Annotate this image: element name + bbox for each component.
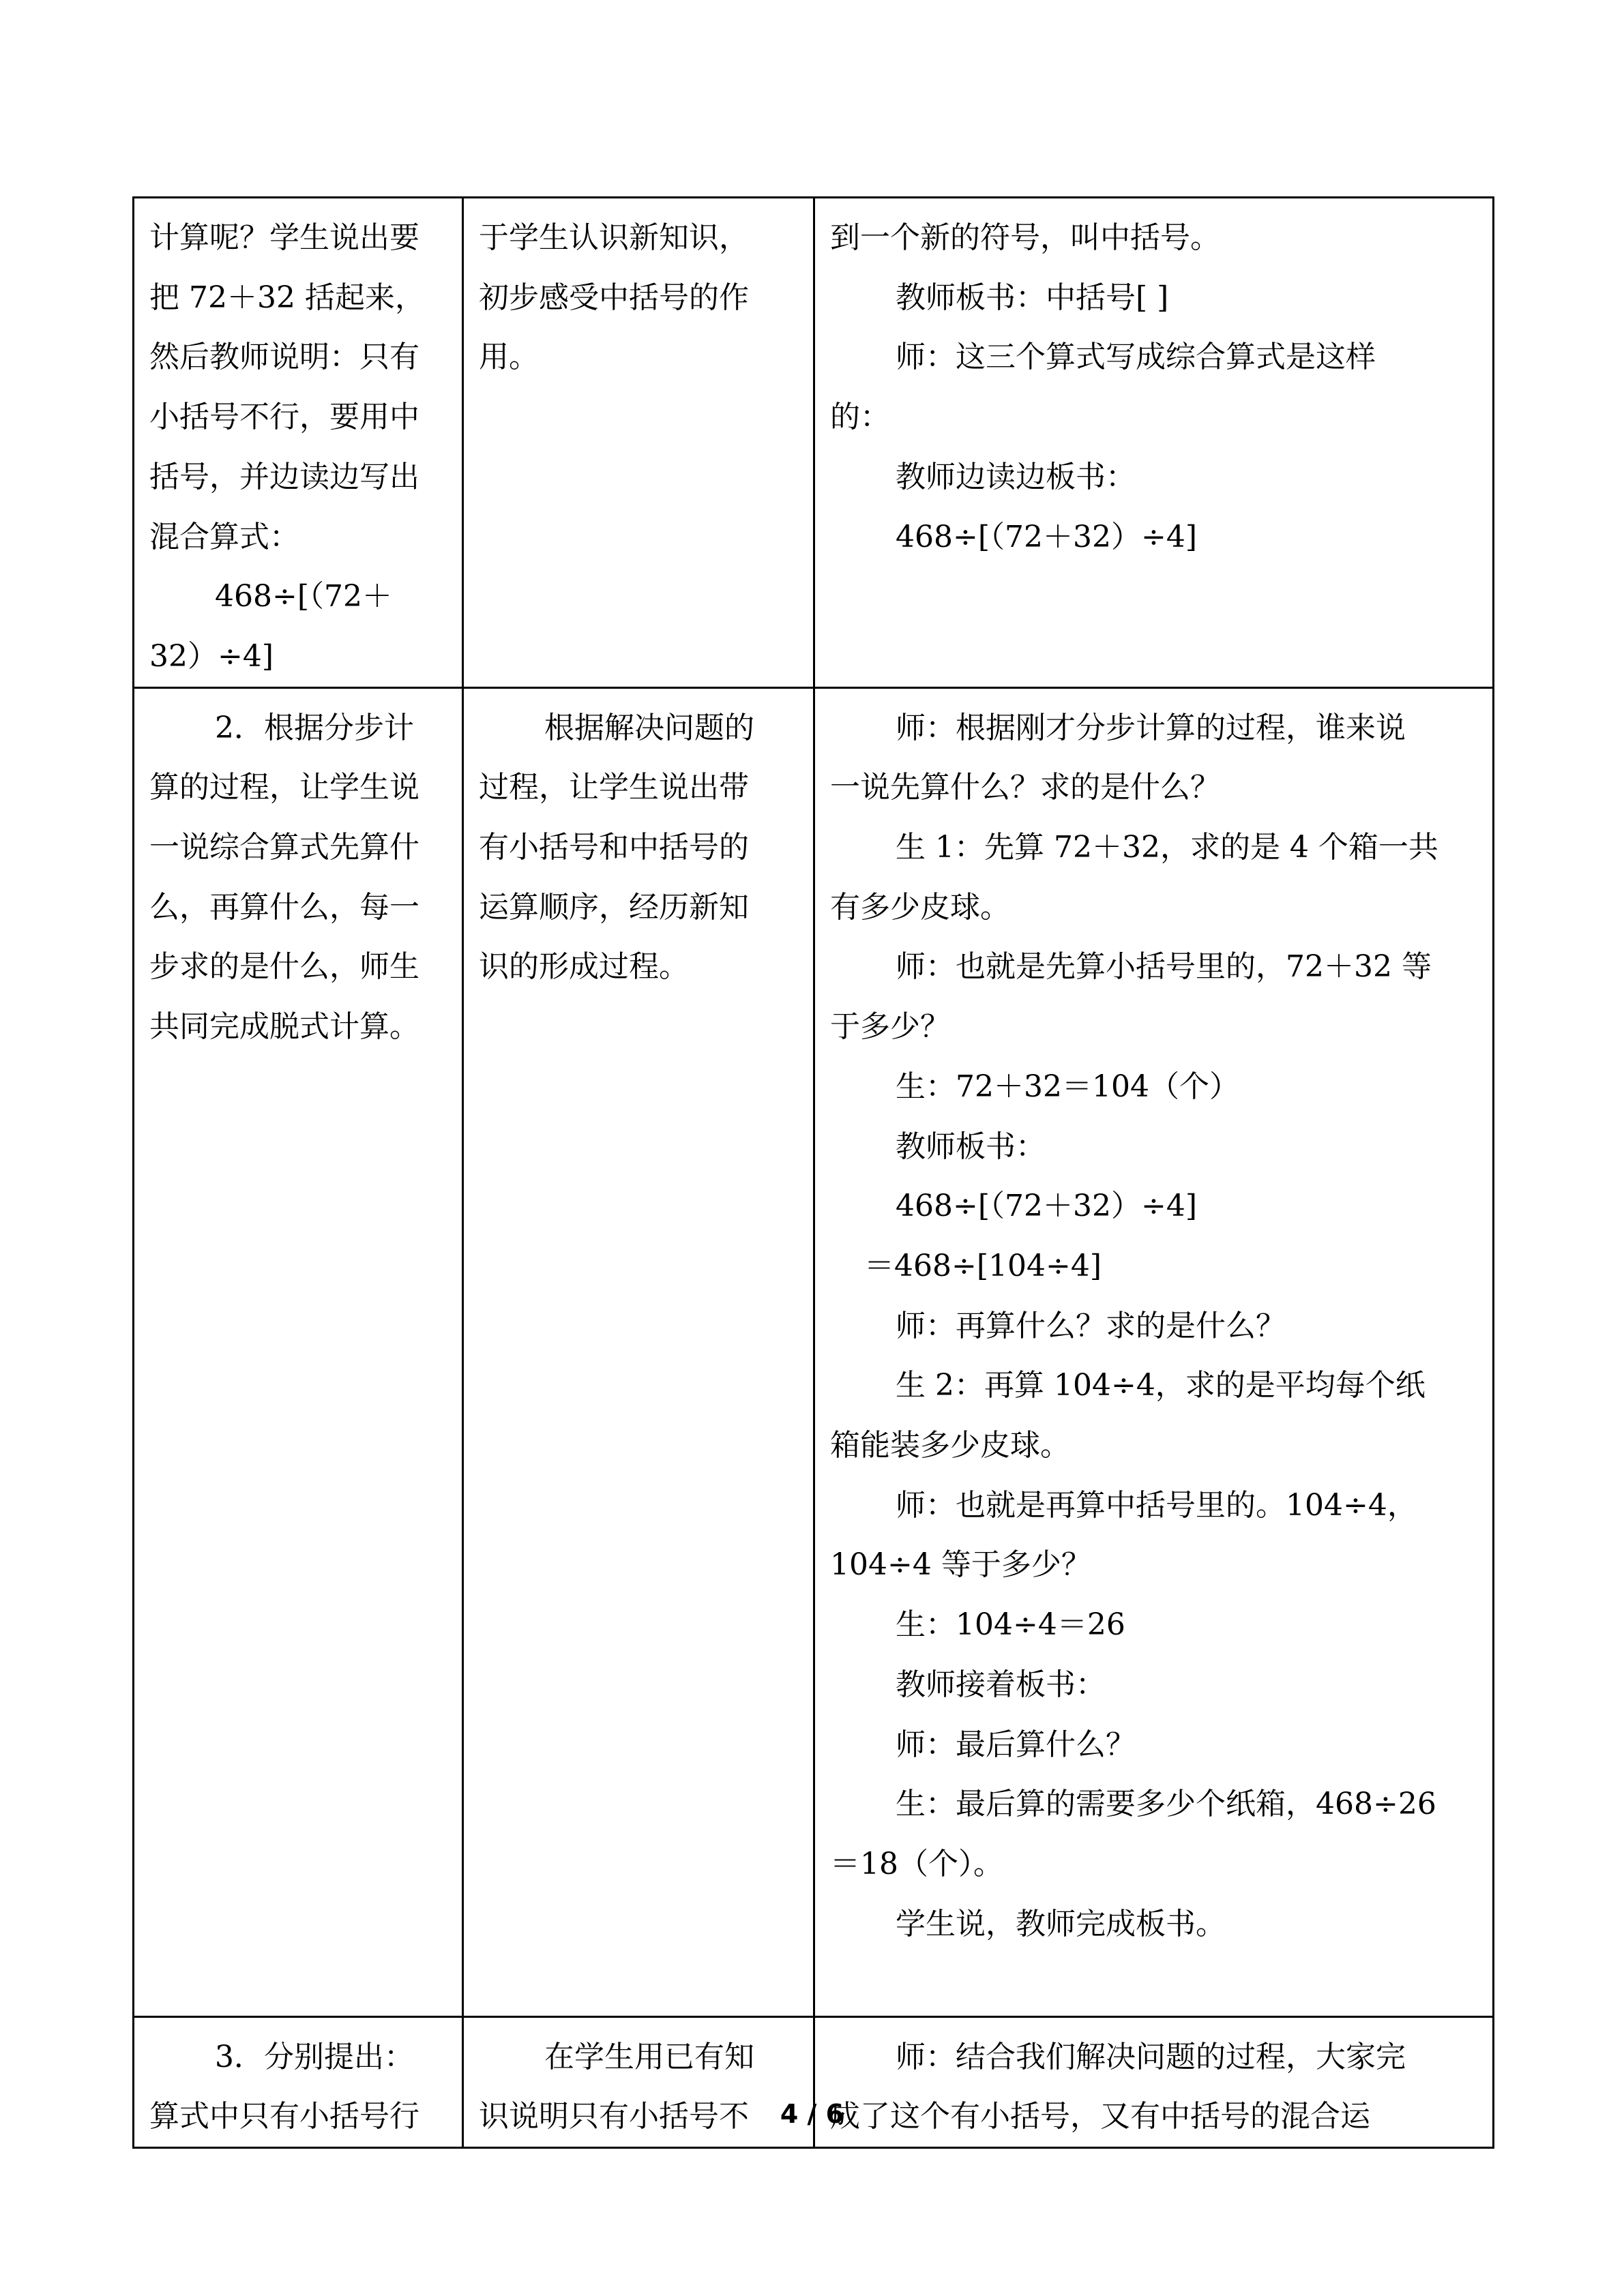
text-line: 在学生用已有知 xyxy=(544,2039,754,2074)
text-line: 识说明只有小括号不 xyxy=(479,2099,749,2134)
text-line: 算式中只有小括号行 xyxy=(149,2099,419,2134)
text-line: 2．根据分步计 xyxy=(215,710,414,745)
text-line: 师：也就是再算中括号里的。104÷4， xyxy=(896,1487,1417,1523)
text-line: 根据解决问题的 xyxy=(544,710,754,745)
text-line: 小括号不行，要用中 xyxy=(149,400,419,435)
text-line: 生：72＋32＝104（个） xyxy=(896,1069,1239,1104)
intent-cell xyxy=(463,687,814,2016)
text-line: 468÷[（72＋ xyxy=(215,579,393,614)
text-line: 到一个新的符号，叫中括号。 xyxy=(830,220,1220,255)
text-line: 一说先算什么？求的是什么？ xyxy=(830,770,1220,805)
text-line: 学生说，教师完成板书。 xyxy=(896,1906,1226,1941)
text-line: 共同完成脱式计算。 xyxy=(149,1009,419,1045)
text-line: 有多少皮球。 xyxy=(830,889,1010,925)
text-line: 32）÷4] xyxy=(149,638,274,674)
text-line: 初步感受中括号的作 xyxy=(479,280,749,315)
text-line: 教师边读边板书： xyxy=(896,459,1136,494)
text-line: 师：也就是先算小括号里的，72＋32 等 xyxy=(896,949,1432,985)
text-line: 生：104÷4＝26 xyxy=(896,1607,1125,1643)
text-line: 生 1：先算 72＋32，求的是 4 个箱一共 xyxy=(896,830,1438,865)
text-line: ＝18（个）。 xyxy=(830,1846,1003,1881)
text-line: 用。 xyxy=(479,340,539,375)
text-line: 师：最后算什么？ xyxy=(896,1727,1136,1762)
text-line: 468÷[（72＋32）÷4] xyxy=(896,519,1198,554)
text-line: 468÷[（72＋32）÷4] xyxy=(896,1189,1198,1224)
table-row xyxy=(134,687,1494,2016)
text-line: 的： xyxy=(830,400,890,435)
page-number: 4 / 6 xyxy=(780,2099,844,2129)
table-row xyxy=(134,198,1494,688)
text-line: 括号，并边读边写出 xyxy=(149,459,419,494)
text-line: 生：最后算的需要多少个纸箱，468÷26 xyxy=(896,1787,1436,1822)
text-line: 么，再算什么，每一 xyxy=(149,889,419,925)
text-line: 过程，让学生说出带 xyxy=(479,770,749,805)
lesson-plan-table xyxy=(132,196,1494,2149)
text-line: 成了这个有小括号，又有中括号的混合运 xyxy=(830,2099,1370,2134)
text-line: ＝468÷[104÷4] xyxy=(864,1248,1102,1283)
text-line: 运算顺序，经历新知 xyxy=(479,889,749,925)
intent-cell xyxy=(463,198,814,688)
process-cell xyxy=(814,687,1494,2016)
text-line: 师：结合我们解决问题的过程，大家完 xyxy=(896,2039,1406,2074)
text-line: 教师接着板书： xyxy=(896,1667,1106,1702)
text-line: 师：这三个算式写成综合算式是这样 xyxy=(896,340,1376,375)
text-line: 识的形成过程。 xyxy=(479,949,689,985)
activity-cell xyxy=(134,687,463,2016)
text-line: 箱能装多少皮球。 xyxy=(830,1428,1070,1463)
text-line: 计算呢？学生说出要 xyxy=(149,220,419,255)
text-line: 教师板书： xyxy=(896,1129,1046,1164)
text-line: 104÷4 等于多少？ xyxy=(830,1547,1091,1583)
activity-cell xyxy=(134,198,463,688)
text-line: 步求的是什么，师生 xyxy=(149,949,419,985)
text-line: 于学生认识新知识， xyxy=(479,220,749,255)
text-line: 于多少？ xyxy=(830,1009,950,1045)
text-line: 有小括号和中括号的 xyxy=(479,830,749,865)
text-line: 然后教师说明：只有 xyxy=(149,340,419,375)
text-line: 师：再算什么？求的是什么？ xyxy=(896,1308,1286,1343)
text-line: 算的过程，让学生说 xyxy=(149,770,419,805)
text-line: 3．分别提出： xyxy=(215,2039,414,2074)
text-line: 一说综合算式先算什 xyxy=(149,830,419,865)
text-line: 教师板书：中括号[ ] xyxy=(896,280,1169,315)
text-line: 把 72＋32 括起来， xyxy=(149,280,425,315)
text-line: 生 2：再算 104÷4，求的是平均每个纸 xyxy=(896,1368,1426,1403)
process-cell xyxy=(814,198,1494,688)
text-line: 师：根据刚才分步计算的过程，谁来说 xyxy=(896,710,1406,745)
text-line: 混合算式： xyxy=(149,519,299,554)
